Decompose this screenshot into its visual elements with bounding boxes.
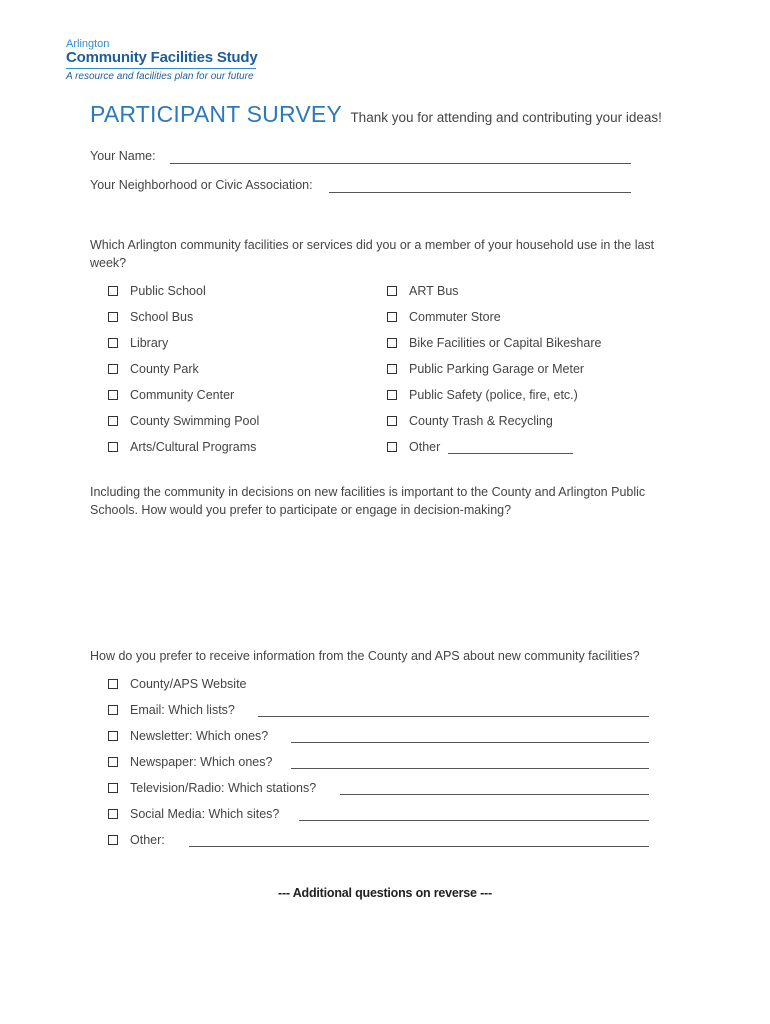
option-public-school[interactable]: Public School	[108, 283, 206, 299]
option-social-media[interactable]: Social Media: Which sites?	[108, 806, 279, 822]
checkbox-icon[interactable]	[108, 416, 118, 426]
checkbox-icon[interactable]	[108, 731, 118, 741]
checkbox-icon[interactable]	[108, 390, 118, 400]
option-other-facility[interactable]: Other	[387, 439, 440, 455]
email-lists-field[interactable]	[258, 704, 649, 717]
option-commuter-store[interactable]: Commuter Store	[387, 309, 501, 325]
neighborhood-field[interactable]	[329, 180, 631, 193]
header	[90, 101, 662, 128]
checkbox-icon[interactable]	[108, 312, 118, 322]
newsletter-field[interactable]	[291, 730, 649, 743]
option-community-center[interactable]: Community Center	[108, 387, 234, 403]
checkbox-icon[interactable]	[108, 442, 118, 452]
other-info-field[interactable]	[189, 834, 649, 847]
checkbox-icon[interactable]	[387, 364, 397, 374]
question-participation: Including the community in decisions on new facilities is important to the County and Arlington Public Schools. How would you prefer to participate or engage in decision-making?	[90, 485, 646, 517]
option-county-trash[interactable]: County Trash & Recycling	[387, 413, 553, 429]
checkbox-icon[interactable]	[108, 835, 118, 845]
checkbox-icon[interactable]	[387, 312, 397, 322]
checkbox-icon[interactable]	[387, 390, 397, 400]
checkbox-icon[interactable]	[108, 705, 118, 715]
social-media-field[interactable]	[299, 808, 649, 821]
page-title: PARTICIPANT SURVEY	[90, 101, 342, 127]
option-newspaper[interactable]: Newspaper: Which ones?	[108, 754, 272, 770]
television-radio-field[interactable]	[340, 782, 649, 795]
checkbox-icon[interactable]	[108, 809, 118, 819]
footer-note: --- Additional questions on reverse ---	[278, 886, 492, 900]
option-school-bus[interactable]: School Bus	[108, 309, 193, 325]
question-information: How do you prefer to receive information from the County and APS about new community facilities?	[90, 649, 640, 663]
option-website[interactable]: County/APS Website	[108, 676, 247, 692]
option-other-info[interactable]: Other:	[108, 832, 165, 848]
checkbox-icon[interactable]	[387, 442, 397, 452]
checkbox-icon[interactable]	[108, 679, 118, 689]
option-newsletter[interactable]: Newsletter: Which ones?	[108, 728, 268, 744]
logo-arlington: Arlington	[66, 38, 110, 50]
checkbox-icon[interactable]	[387, 338, 397, 348]
logo-tagline: A resource and facilities plan for our future	[66, 71, 254, 82]
neighborhood-label: Your Neighborhood or Civic Association:	[90, 178, 313, 192]
study-logo	[66, 38, 258, 83]
option-public-parking[interactable]: Public Parking Garage or Meter	[387, 361, 584, 377]
newspaper-field[interactable]	[291, 756, 649, 769]
option-bike-facilities[interactable]: Bike Facilities or Capital Bikeshare	[387, 335, 601, 351]
logo-rule	[66, 68, 256, 69]
option-art-bus[interactable]: ART Bus	[387, 283, 459, 299]
checkbox-icon[interactable]	[108, 338, 118, 348]
option-library[interactable]: Library	[108, 335, 168, 351]
checkbox-icon[interactable]	[387, 286, 397, 296]
option-television-radio[interactable]: Television/Radio: Which stations?	[108, 780, 316, 796]
logo-title: Community Facilities Study	[66, 49, 258, 66]
option-arts-cultural-programs[interactable]: Arts/Cultural Programs	[108, 439, 256, 455]
name-field[interactable]	[170, 151, 631, 164]
other-facility-field[interactable]	[448, 441, 573, 454]
option-county-park[interactable]: County Park	[108, 361, 199, 377]
option-public-safety[interactable]: Public Safety (police, fire, etc.)	[387, 387, 578, 403]
checkbox-icon[interactable]	[387, 416, 397, 426]
name-label: Your Name:	[90, 149, 156, 163]
checkbox-icon[interactable]	[108, 286, 118, 296]
question-facilities-used: Which Arlington community facilities or services did you or a member of your household use in the last week?	[90, 238, 655, 270]
checkbox-icon[interactable]	[108, 364, 118, 374]
checkbox-icon[interactable]	[108, 783, 118, 793]
option-county-swimming-pool[interactable]: County Swimming Pool	[108, 413, 259, 429]
checkbox-icon[interactable]	[108, 757, 118, 767]
page-subtitle: Thank you for attending and contributing your ideas!	[350, 110, 662, 125]
option-email[interactable]: Email: Which lists?	[108, 702, 235, 718]
